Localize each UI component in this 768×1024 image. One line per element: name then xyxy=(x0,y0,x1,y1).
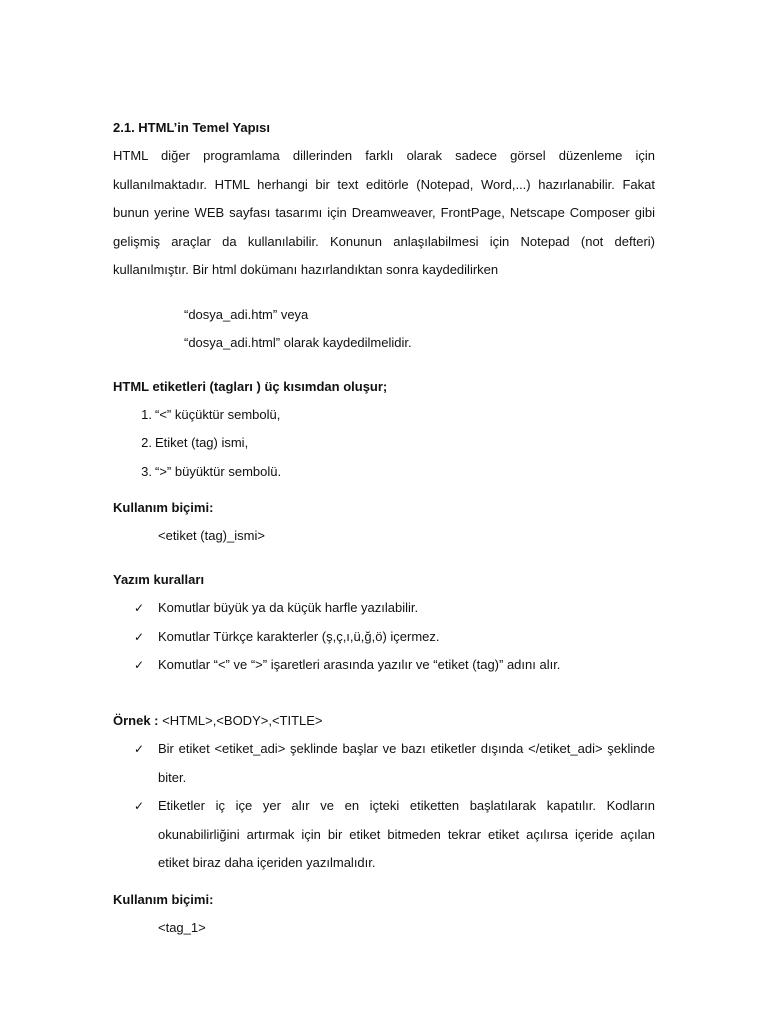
usage-code: <tag_1> xyxy=(158,919,206,935)
example-line xyxy=(113,707,655,735)
list-item xyxy=(113,792,655,878)
list-number: 3. xyxy=(141,463,152,479)
rules-list xyxy=(113,594,655,680)
list-text: Etiketler iç içe yer alır ve en içteki etiketten başlatılarak kapatılır. Kodların okunabilirliğini artırmak için bir etiket bitmeden tekrar etiket açılırsa içeride açılan etiket biraz daha içeriden yazılmalıdır. xyxy=(158,798,655,871)
file-name-line: “dosya_adi.htm” veya xyxy=(184,306,309,322)
list-item xyxy=(113,594,655,623)
example-value: <HTML>,<BODY>,<TITLE> xyxy=(158,712,323,728)
usage-heading: Kullanım biçimi: xyxy=(113,891,214,907)
tags-heading: HTML etiketleri (tagları ) üç kısımdan oluşur; xyxy=(113,378,388,394)
usage-heading: Kullanım biçimi: xyxy=(113,500,214,516)
list-text: Komutlar Türkçe karakterler (ş,ç,ı,ü,ğ,ö) içermez. xyxy=(158,628,440,644)
checkmark-icon: ✓ xyxy=(134,799,145,814)
list-item xyxy=(113,735,655,792)
list-text: Bir etiket <etiket_adi> şeklinde başlar ve bazı etiketler dışında </etiket_adi> şeklinde biter. xyxy=(158,740,655,785)
checkmark-icon: ✓ xyxy=(134,741,145,756)
list-number: 2. xyxy=(141,435,152,451)
list-item xyxy=(113,401,655,430)
list-text: “<” küçüktür sembolü, xyxy=(155,406,281,422)
list-text: Komutlar büyük ya da küçük harfle yazılabilir. xyxy=(158,600,419,616)
file-name-block xyxy=(113,301,655,357)
intro-paragraph: HTML diğer programlama dillerinden farklı olarak sadece görsel düzenleme için kullanılmaktadır. HTML herhangi bir text editörle (Notepad, Word,...) hazırlanabilir. Fakat bunun yerine WEB sayfası tasarımı için Dreamweaver, FrontPage, Netscape Composer gibi gelişmiş araçlar da kullanılabilir. Konunun anlaşılabilmesi için Notepad (not defteri) kullanılmıştır. Bir html dokümanı hazırlandıktan sonra kaydedilirken xyxy=(113,148,655,278)
list-text: “>” büyüktür sembolü. xyxy=(155,463,282,479)
list-item xyxy=(113,623,655,652)
list-item xyxy=(113,651,655,680)
usage-code: <etiket (tag)_ismi> xyxy=(158,528,265,544)
checkmark-icon: ✓ xyxy=(134,658,145,673)
example-list xyxy=(113,735,655,878)
tags-list xyxy=(113,401,655,487)
example-label: Örnek : xyxy=(113,712,159,728)
list-item xyxy=(113,458,655,487)
list-number: 1. xyxy=(141,406,152,422)
list-text: Komutlar “<” ve “>” işaretleri arasında yazılır ve “etiket (tag)” adını alır. xyxy=(158,657,561,673)
checkmark-icon: ✓ xyxy=(134,601,145,616)
checkmark-icon: ✓ xyxy=(134,629,145,644)
section-title: 2.1. HTML’in Temel Yapısı xyxy=(113,120,271,135)
list-item xyxy=(113,429,655,458)
rules-heading: Yazım kuralları xyxy=(113,572,205,588)
list-text: Etiket (tag) ismi, xyxy=(155,435,249,451)
file-name-line: “dosya_adi.html” olarak kaydedilmelidir. xyxy=(184,334,412,350)
